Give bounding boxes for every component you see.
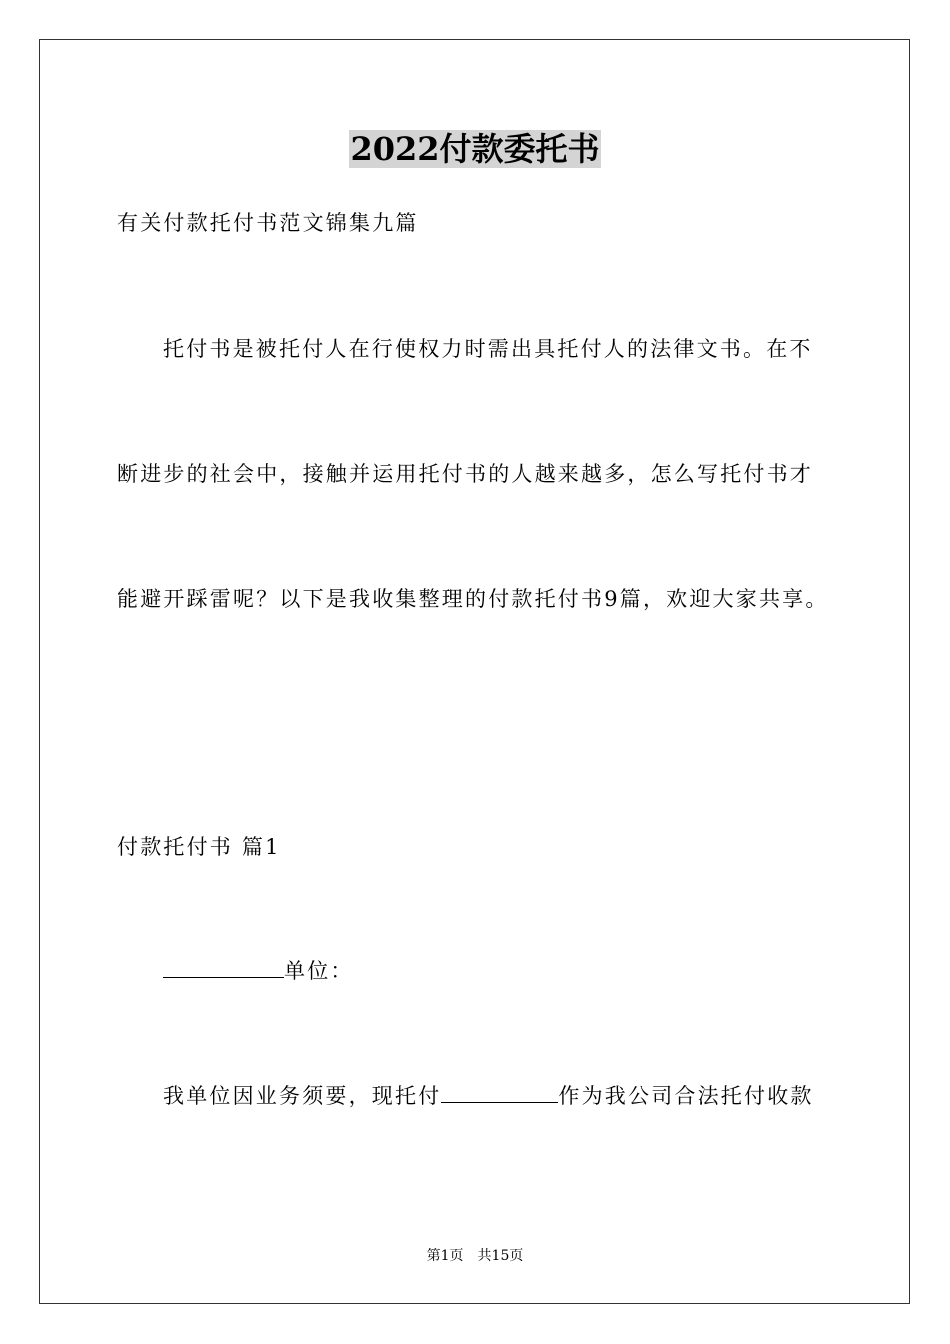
document-title (0, 127, 950, 171)
unit-label: 单位： (284, 959, 354, 983)
unit-blank[interactable] (163, 957, 284, 978)
body-suffix: 作为我公司合法托付收款 (558, 1084, 814, 1108)
page-number: 第1页 (426, 1248, 464, 1264)
page-total: 共15页 (477, 1248, 524, 1264)
intro-line-1: 托付书是被托付人在行使权力时需出具托付人的法律文书。在不 (163, 337, 813, 361)
agent-blank[interactable] (441, 1082, 558, 1103)
document-subtitle: 有关付款托付书范文锦集九篇 (117, 211, 419, 235)
page-footer (0, 1246, 950, 1266)
section-heading: 付款托付书 篇1 (117, 835, 281, 859)
body-prefix: 我单位因业务须要，现托付 (163, 1084, 442, 1108)
title-text: 2022付款委托书 (350, 130, 600, 168)
intro-line-3: 能避开踩雷呢？以下是我收集整理的付款托付书9篇，欢迎大家共享。 (117, 587, 829, 611)
intro-line-2: 断进步的社会中，接触并运用托付书的人越来越多，怎么写托付书才 (117, 462, 813, 486)
unit-line (163, 956, 354, 986)
body-line (163, 1081, 814, 1111)
